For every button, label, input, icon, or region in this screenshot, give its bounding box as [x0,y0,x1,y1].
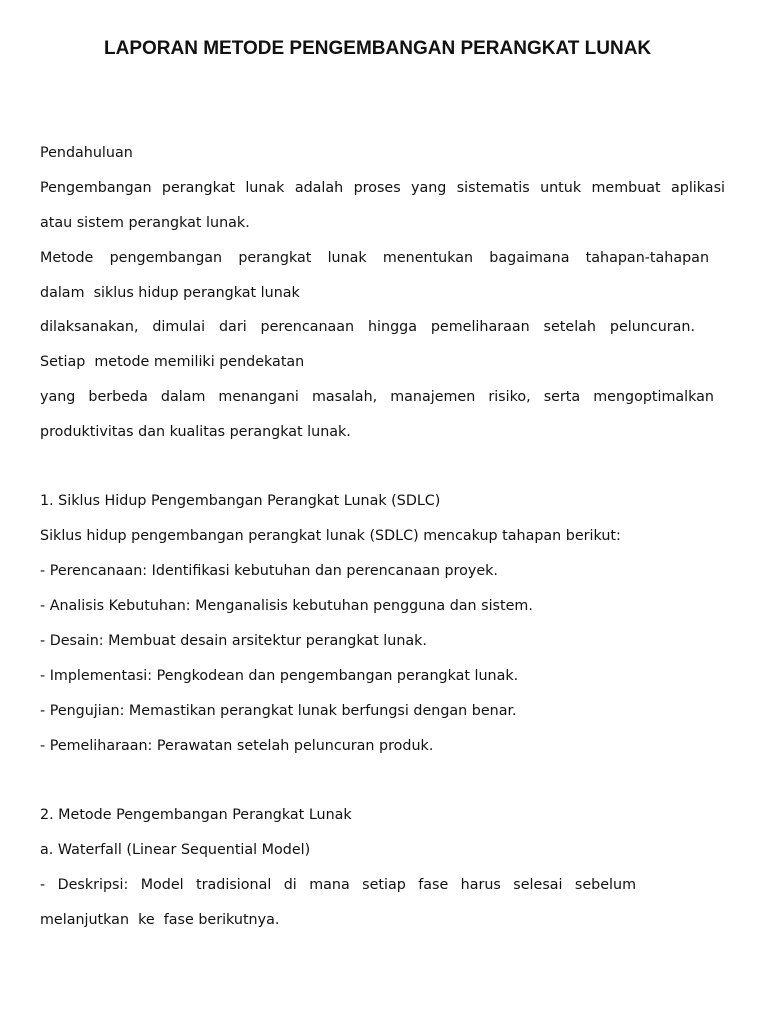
paragraph-line: produktivitas dan kualitas perangkat lunak. [40,424,351,440]
list-item: - Pengujian: Memastikan perangkat lunak berfungsi dengan benar. [40,703,517,719]
list-item: - Pemeliharaan: Perawatan setelah peluncuran produk. [40,738,434,754]
section-heading-sdlc: 1. Siklus Hidup Pengembangan Perangkat Lunak (SDLC) [40,493,441,509]
list-item: - Implementasi: Pengkodean dan pengembangan perangkat lunak. [40,668,519,684]
subsection-heading-waterfall: a. Waterfall (Linear Sequential Model) [40,842,311,858]
paragraph-line: Pengembangan perangkat lunak adalah proses yang sistematis untuk membuat aplikasi [40,180,725,196]
paragraph-line: yang berbeda dalam menangani masalah, manajemen risiko, serta mengoptimalkan [40,389,714,405]
paragraph-line: Metode pengembangan perangkat lunak menentukan bagaimana tahapan-tahapan [40,250,709,266]
section-heading-introduction: Pendahuluan [40,145,133,161]
list-item: - Perencanaan: Identifikasi kebutuhan dan perencanaan proyek. [40,563,498,579]
section-heading-methods: 2. Metode Pengembangan Perangkat Lunak [40,807,352,823]
paragraph-line: dilaksanakan, dimulai dari perencanaan hingga pemeliharaan setelah peluncuran. [40,319,695,335]
paragraph-line: Setiap metode memiliki pendekatan [40,354,305,370]
paragraph-line: atau sistem perangkat lunak. [40,215,250,231]
paragraph-line: Siklus hidup pengembangan perangkat lunak (SDLC) mencakup tahapan berikut: [40,528,621,544]
paragraph-line: melanjutkan ke fase berikutnya. [40,912,280,928]
document-title: LAPORAN METODE PENGEMBANGAN PERANGKAT LUNAK [104,38,652,59]
list-item: - Desain: Membuat desain arsitektur perangkat lunak. [40,633,427,649]
list-item: - Analisis Kebutuhan: Menganalisis kebutuhan pengguna dan sistem. [40,598,533,614]
paragraph-line: - Deskripsi: Model tradisional di mana setiap fase harus selesai sebelum [40,877,636,893]
paragraph-line: dalam siklus hidup perangkat lunak [40,285,300,301]
